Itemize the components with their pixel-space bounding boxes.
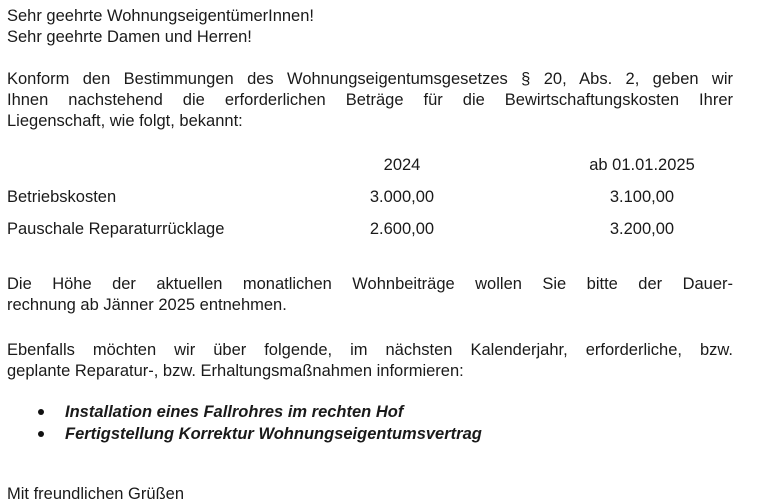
table-row-label: Pauschale Reparaturrücklage bbox=[7, 220, 225, 238]
list-item-text: Fertigstellung Korrektur Wohnungseigentumsvertrag bbox=[65, 425, 482, 443]
monthly-line-1: Die Höhe der aktuellen monatlichen Wohnbeiträge wollen Sie bitte der Dauer- bbox=[7, 275, 733, 293]
table-row bbox=[7, 187, 733, 207]
table-header-row bbox=[7, 155, 733, 175]
measures-line-1: Ebenfalls möchten wir über folgende, im nächsten Kalenderjahr, erforderliche, bzw. bbox=[7, 341, 733, 359]
letter-page bbox=[7, 0, 733, 503]
intro-line-2: Ihnen nachstehend die erforderlichen Beträge für die Bewirtschaftungskosten Ihrer bbox=[7, 91, 733, 109]
list-item-text: Installation eines Fallrohres im rechten Hof bbox=[65, 403, 404, 421]
table-row-value-2025: 3.200,00 bbox=[609, 220, 675, 238]
table-row-value-2025: 3.100,00 bbox=[609, 188, 675, 206]
table-row-label: Betriebskosten bbox=[7, 188, 117, 206]
intro-line-3: Liegenschaft, wie folgt, bekannt: bbox=[7, 112, 243, 130]
table-header-2024: 2024 bbox=[383, 156, 421, 174]
greeting-line-2: Sehr geehrte Damen und Herren! bbox=[7, 28, 252, 46]
table-row bbox=[7, 219, 733, 239]
monthly-line-2: rechnung ab Jänner 2025 entnehmen. bbox=[7, 296, 287, 314]
bullet-icon bbox=[38, 431, 44, 437]
greeting-line-1: Sehr geehrte WohnungseigentümerInnen! bbox=[7, 7, 314, 25]
table-row-value-2024: 2.600,00 bbox=[369, 220, 435, 238]
measures-line-2: geplante Reparatur-, bzw. Erhaltungsmaßnahmen informieren: bbox=[7, 362, 464, 380]
table-header-2025: ab 01.01.2025 bbox=[589, 156, 695, 174]
table-row-value-2024: 3.000,00 bbox=[369, 188, 435, 206]
closing-line: Mit freundlichen Grüßen bbox=[7, 485, 184, 503]
intro-line-1: Konform den Bestimmungen des Wohnungseigentumsgesetzes § 20, Abs. 2, geben wir bbox=[7, 70, 733, 88]
bullet-icon bbox=[38, 409, 44, 415]
